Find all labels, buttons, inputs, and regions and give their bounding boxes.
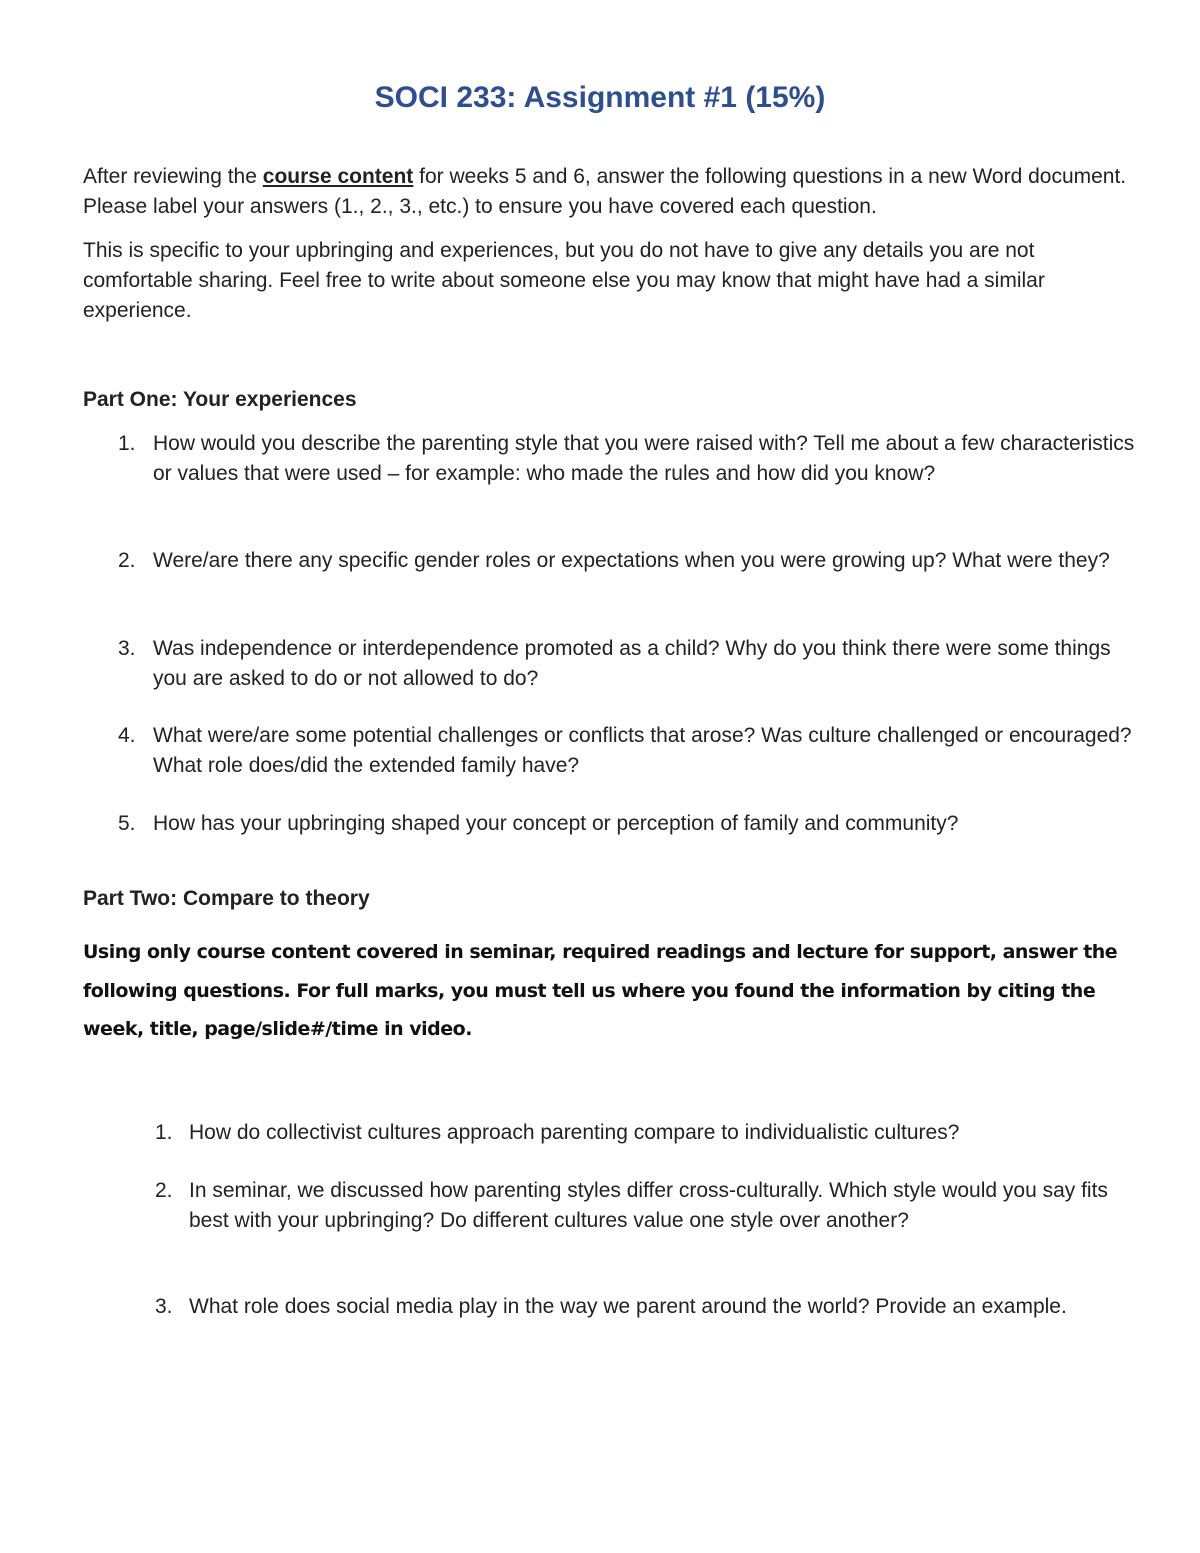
question-number: 3. bbox=[155, 1295, 173, 1318]
question-number: 3. bbox=[118, 637, 136, 660]
question-number: 1. bbox=[118, 432, 136, 455]
intro-text-after: for weeks 5 and 6, answer the following questions in a new Word document. Please label your answers (1., 2., 3., etc.) to ensure you have covered each question. bbox=[83, 165, 1127, 218]
question-number: 2. bbox=[118, 549, 136, 572]
question-text: Was independence or interdependence promoted as a child? Why do you think there were some things you are asked to do or not allowed to do? bbox=[153, 637, 1111, 690]
intro-paragraph-2: This is specific to your upbringing and experiences, but you do not have to give any details you are not comfortable sharing. Feel free to write about someone else you may know that might have had a similar experience. bbox=[83, 239, 1045, 322]
intro-text-before: After reviewing the bbox=[83, 165, 263, 188]
question-text: How do collectivist cultures approach parenting compare to individualistic cultures? bbox=[189, 1121, 960, 1144]
question-number: 2. bbox=[155, 1179, 173, 1202]
part-one-heading: Part One: Your experiences bbox=[83, 388, 357, 411]
question-text: Were/are there any specific gender roles or expectations when you were growing up? What were they? bbox=[153, 549, 1110, 572]
question-text: How would you describe the parenting style that you were raised with? Tell me about a few characteristics or values that were used – for example: who made the rules and how did you know? bbox=[153, 432, 1135, 485]
question-text: What were/are some potential challenges or conflicts that arose? Was culture challenged or encouraged? What role does/did the extended family have? bbox=[153, 724, 1132, 777]
question-text: In seminar, we discussed how parenting styles differ cross-culturally. Which style would you say fits best with your upbringing? Do different cultures value one style over another? bbox=[189, 1179, 1108, 1232]
question-number: 5. bbox=[118, 812, 136, 835]
course-content-link[interactable]: course content bbox=[262, 165, 414, 188]
question-number: 1. bbox=[155, 1121, 173, 1144]
intro-paragraph-1 bbox=[83, 162, 1143, 222]
page-title: SOCI 233: Assignment #1 (15%) bbox=[374, 81, 826, 114]
question-text: What role does social media play in the way we parent around the world? Provide an example. bbox=[189, 1295, 1067, 1318]
question-text: How has your upbringing shaped your concept or perception of family and community? bbox=[153, 812, 959, 835]
question-number: 4. bbox=[118, 724, 136, 747]
part-two-heading: Part Two: Compare to theory bbox=[83, 887, 370, 910]
part-two-instruction: Using only course content covered in seminar, required readings and lecture for support, answer the following questions. For full marks, you must tell us where you found the information by citing the week, title, page/slide#/time in video. bbox=[83, 941, 1118, 1040]
